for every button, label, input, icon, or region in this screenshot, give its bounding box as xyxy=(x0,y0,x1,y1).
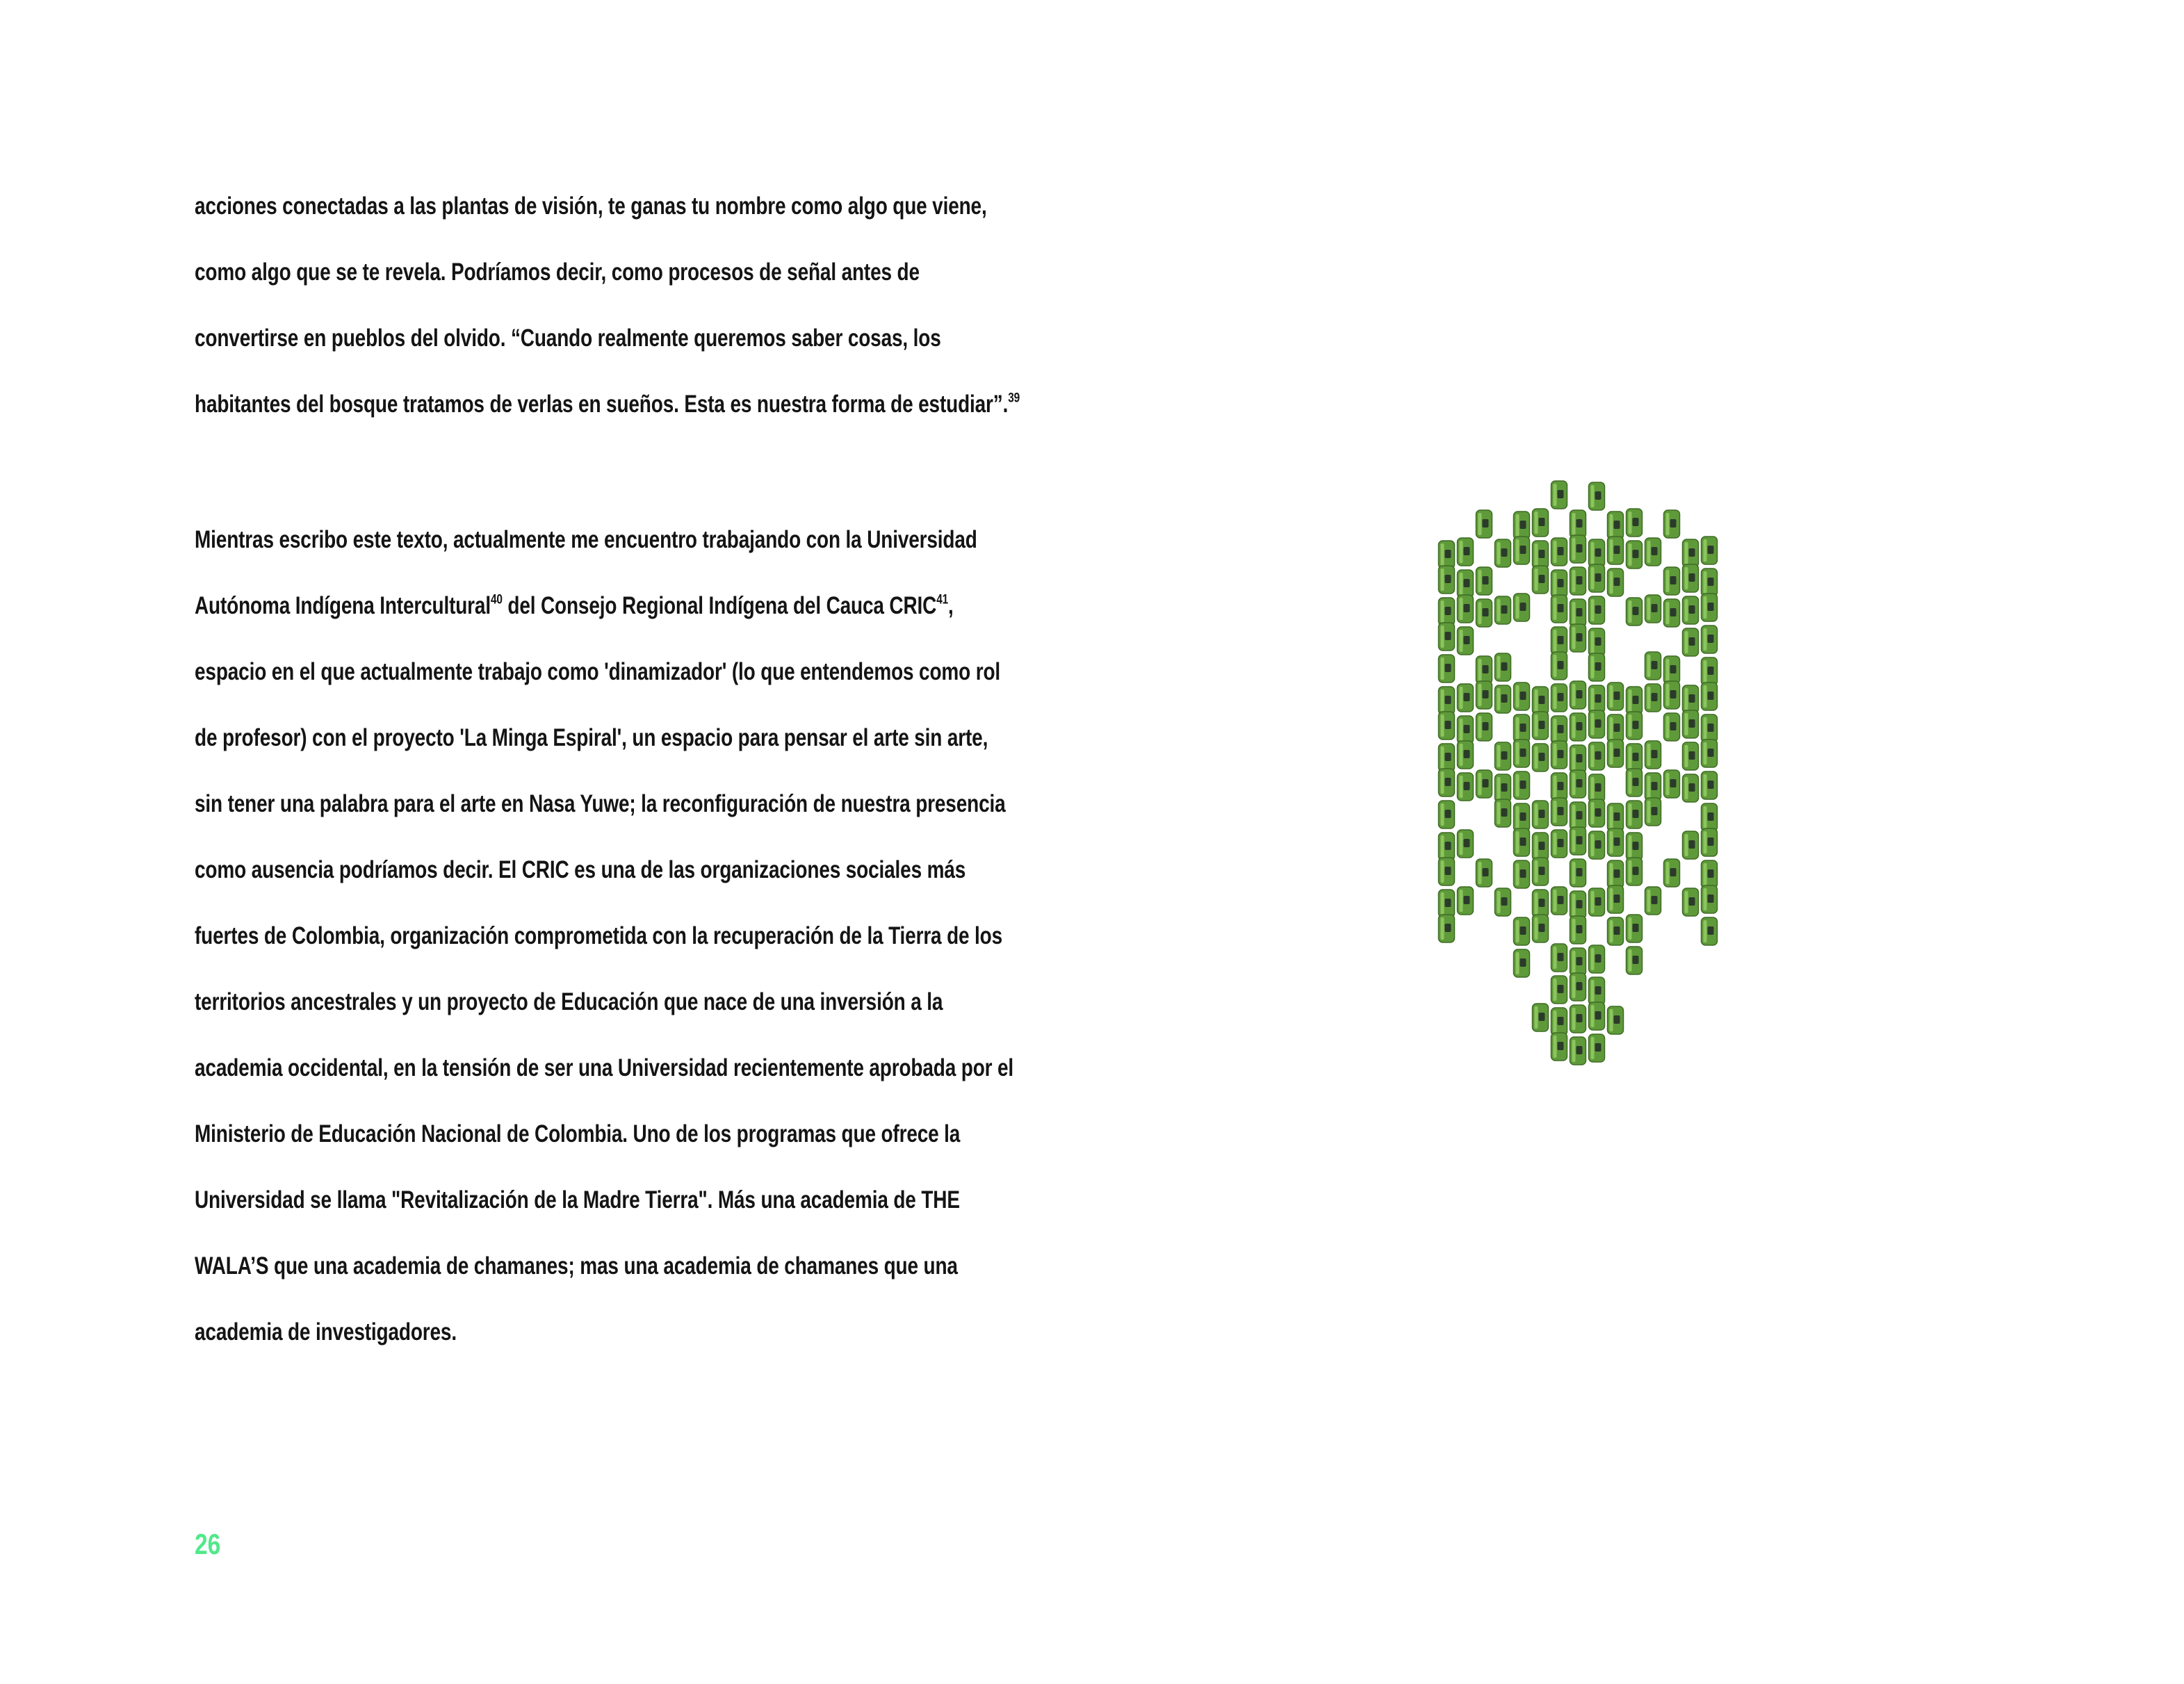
green-can xyxy=(1702,860,1718,888)
green-can xyxy=(1608,860,1624,888)
paragraph-2-line xyxy=(195,789,1006,819)
green-can xyxy=(1645,773,1661,801)
green-can xyxy=(1514,594,1530,621)
green-can xyxy=(1683,710,1699,738)
line-text: WALA’S que una academia de chamanes; mas una academia de chamanes que una xyxy=(195,1252,958,1280)
green-can xyxy=(1476,599,1492,627)
green-can xyxy=(1514,512,1530,539)
green-can xyxy=(1589,482,1605,510)
line-text: Universidad se llama "Revitalización de la Madre Tierra". Más una academia de THE xyxy=(195,1186,960,1213)
green-can xyxy=(1702,537,1718,564)
footnote-marker[interactable]: 39 xyxy=(1008,391,1020,406)
green-can xyxy=(1551,627,1567,655)
green-can xyxy=(1570,827,1586,855)
green-can xyxy=(1514,771,1530,799)
green-can xyxy=(1702,828,1718,856)
green-can xyxy=(1551,798,1567,826)
green-can xyxy=(1570,802,1586,830)
line-text: academia occidental, en la tensión de ser una Universidad recientemente aprobada por el xyxy=(195,1054,1014,1081)
green-can xyxy=(1514,714,1530,742)
green-can xyxy=(1589,628,1605,656)
green-can xyxy=(1495,685,1511,713)
green-can xyxy=(1702,803,1718,831)
line-text: sin tener una palabra para el arte en Nasa Yuwe; la reconfiguración de nuestra presencia xyxy=(195,790,1006,817)
green-can xyxy=(1551,1033,1567,1061)
footnote-marker[interactable]: 41 xyxy=(936,592,949,607)
green-can xyxy=(1551,944,1567,972)
green-can xyxy=(1627,598,1643,626)
green-can xyxy=(1664,567,1680,595)
paragraph-2-line xyxy=(195,723,988,753)
green-can xyxy=(1439,566,1455,594)
green-can xyxy=(1439,655,1455,682)
green-can xyxy=(1570,770,1586,798)
green-can xyxy=(1702,771,1718,799)
green-can xyxy=(1702,569,1718,596)
green-can xyxy=(1702,626,1718,653)
green-can xyxy=(1589,945,1605,973)
green-can xyxy=(1645,741,1661,769)
green-can xyxy=(1683,742,1699,770)
green-can xyxy=(1570,859,1586,887)
green-can xyxy=(1589,799,1605,827)
green-can xyxy=(1439,915,1455,942)
line-text: como ausencia podríamos decir. El CRIC es una de las organizaciones sociales más xyxy=(195,856,966,883)
green-can xyxy=(1551,481,1567,509)
green-can xyxy=(1439,858,1455,885)
green-can xyxy=(1551,887,1567,915)
green-can xyxy=(1551,1008,1567,1036)
green-can xyxy=(1570,681,1586,709)
green-can xyxy=(1570,510,1586,538)
green-can xyxy=(1664,681,1680,709)
green-can xyxy=(1551,595,1567,623)
green-can xyxy=(1570,1005,1586,1033)
green-can xyxy=(1514,949,1530,977)
green-can xyxy=(1533,858,1549,885)
green-can xyxy=(1458,716,1474,744)
green-can xyxy=(1683,888,1699,916)
line-text: del Consejo Regional Indígena del Cauca CRIC xyxy=(502,592,937,619)
green-can xyxy=(1664,770,1680,798)
green-can xyxy=(1476,681,1492,709)
paragraph-2-line xyxy=(195,591,954,621)
green-can xyxy=(1683,628,1699,656)
line-text: como algo que se te revela. Podríamos decir, como procesos de señal antes de xyxy=(195,259,920,286)
green-can xyxy=(1589,539,1605,567)
green-can xyxy=(1551,773,1567,801)
line-text: espacio en el que actualmente trabajo como 'dinamizador' (lo que entendemos como rol xyxy=(195,658,1001,685)
green-can xyxy=(1570,713,1586,741)
green-can xyxy=(1570,745,1586,773)
green-can xyxy=(1645,652,1661,680)
green-can xyxy=(1664,656,1680,684)
paragraph-2-line xyxy=(195,921,1002,951)
green-can xyxy=(1533,915,1549,942)
green-can xyxy=(1514,803,1530,831)
green-can xyxy=(1608,828,1624,856)
green-can xyxy=(1589,564,1605,592)
green-can xyxy=(1702,739,1718,767)
line-text: de profesor) con el proyecto 'La Minga Espiral', un espacio para pensar el arte sin arte, xyxy=(195,724,988,751)
green-can xyxy=(1608,885,1624,913)
green-can xyxy=(1495,742,1511,770)
green-can xyxy=(1627,858,1643,885)
green-can xyxy=(1683,685,1699,713)
green-can xyxy=(1439,712,1455,739)
green-can xyxy=(1589,710,1605,738)
green-can xyxy=(1608,917,1624,945)
green-can xyxy=(1702,594,1718,621)
green-can xyxy=(1439,801,1455,828)
green-can xyxy=(1514,537,1530,564)
green-can xyxy=(1608,803,1624,831)
green-can xyxy=(1570,599,1586,627)
green-can xyxy=(1551,538,1567,566)
green-can xyxy=(1533,687,1549,714)
green-can xyxy=(1702,885,1718,913)
green-can xyxy=(1627,541,1643,569)
green-can xyxy=(1495,888,1511,916)
green-can xyxy=(1533,890,1549,917)
green-can xyxy=(1570,973,1586,1001)
paragraph-2-line xyxy=(195,1119,960,1150)
green-can xyxy=(1608,537,1624,564)
green-can xyxy=(1476,770,1492,798)
green-can xyxy=(1439,769,1455,796)
green-can xyxy=(1551,741,1567,769)
green-can xyxy=(1439,687,1455,714)
green-can xyxy=(1589,742,1605,770)
line-text: academia de investigadores. xyxy=(195,1318,457,1346)
green-can xyxy=(1702,917,1718,945)
green-can xyxy=(1439,890,1455,917)
green-can xyxy=(1570,916,1586,944)
paragraph-2-line xyxy=(195,1185,960,1216)
green-can xyxy=(1533,541,1549,569)
paragraph-2-line xyxy=(195,855,965,885)
green-can xyxy=(1589,977,1605,1005)
green-can xyxy=(1608,512,1624,539)
can-mask-figure xyxy=(1425,473,1731,1084)
green-can xyxy=(1458,830,1474,858)
paragraph-2-line xyxy=(195,987,943,1017)
paragraph-1-line xyxy=(195,323,941,354)
green-can xyxy=(1551,570,1567,598)
green-can xyxy=(1514,860,1530,888)
green-can xyxy=(1608,739,1624,767)
green-can xyxy=(1683,539,1699,567)
artwork-image xyxy=(1425,473,1731,1084)
paragraph-1-line xyxy=(195,389,1020,420)
green-can xyxy=(1533,801,1549,828)
green-can xyxy=(1439,541,1455,569)
green-can xyxy=(1476,656,1492,684)
green-can xyxy=(1495,799,1511,827)
line-text: Mientras escribo este texto, actualmente me encuentro trabajando con la Universidad xyxy=(195,526,977,553)
paragraph-2-line xyxy=(195,1317,457,1348)
green-can xyxy=(1495,774,1511,802)
green-can xyxy=(1627,509,1643,537)
green-can xyxy=(1570,624,1586,652)
green-can xyxy=(1439,744,1455,771)
green-can xyxy=(1458,773,1474,801)
green-can xyxy=(1551,830,1567,858)
green-can xyxy=(1702,682,1718,710)
green-can xyxy=(1551,652,1567,680)
green-can xyxy=(1458,538,1474,566)
green-can xyxy=(1608,1006,1624,1034)
green-can xyxy=(1439,623,1455,651)
green-can xyxy=(1495,596,1511,624)
green-can xyxy=(1627,687,1643,714)
green-can xyxy=(1683,564,1699,592)
green-can xyxy=(1683,596,1699,624)
green-can xyxy=(1627,712,1643,739)
green-can xyxy=(1514,682,1530,710)
page-number: 26 xyxy=(195,1528,221,1560)
green-can xyxy=(1533,833,1549,860)
green-can xyxy=(1627,947,1643,974)
green-can xyxy=(1476,859,1492,887)
green-can xyxy=(1608,682,1624,710)
green-can xyxy=(1645,595,1661,623)
green-can xyxy=(1458,627,1474,655)
green-can xyxy=(1589,596,1605,624)
green-can xyxy=(1533,509,1549,537)
line-text: territorios ancestrales y un proyecto de Educación que nace de una inversión a la xyxy=(195,988,943,1015)
green-can xyxy=(1608,714,1624,742)
green-can xyxy=(1702,657,1718,685)
green-can xyxy=(1533,712,1549,739)
green-can xyxy=(1664,859,1680,887)
green-can xyxy=(1608,569,1624,596)
green-can xyxy=(1589,685,1605,713)
green-can xyxy=(1589,888,1605,916)
green-can xyxy=(1533,744,1549,771)
green-can xyxy=(1458,684,1474,712)
green-can xyxy=(1645,887,1661,915)
green-can xyxy=(1683,831,1699,859)
green-can xyxy=(1458,595,1474,623)
green-can xyxy=(1570,1037,1586,1065)
green-can xyxy=(1514,739,1530,767)
line-text: fuertes de Colombia, organización comprometida con la recuperación de la Tierra de los xyxy=(195,922,1003,949)
green-can xyxy=(1476,510,1492,538)
green-can xyxy=(1514,917,1530,945)
green-can xyxy=(1589,831,1605,859)
green-can xyxy=(1551,684,1567,712)
green-can xyxy=(1570,567,1586,595)
green-can xyxy=(1570,948,1586,976)
paragraph-2-line xyxy=(195,1053,1013,1084)
green-can xyxy=(1589,1002,1605,1030)
green-can xyxy=(1664,510,1680,538)
green-can xyxy=(1645,798,1661,826)
paragraph-1-line xyxy=(195,257,920,288)
green-can xyxy=(1645,684,1661,712)
line-text: habitantes del bosque tratamos de verlas en sueños. Esta es nuestra forma de estudiar”. xyxy=(195,391,1009,418)
green-can xyxy=(1645,538,1661,566)
green-can xyxy=(1551,976,1567,1004)
line-text: convertirse en pueblos del olvido. “Cuando realmente queremos saber cosas, los xyxy=(195,325,941,352)
green-can xyxy=(1589,1034,1605,1062)
green-can xyxy=(1683,774,1699,802)
green-can xyxy=(1627,915,1643,942)
green-can xyxy=(1589,774,1605,802)
paragraph-2-line xyxy=(195,525,977,555)
green-can xyxy=(1664,713,1680,741)
line-text: acciones conectadas a las plantas de visión, te ganas tu nombre como algo que viene, xyxy=(195,193,987,220)
footnote-marker[interactable]: 40 xyxy=(490,592,503,607)
line-text: , xyxy=(948,592,954,619)
green-can xyxy=(1439,598,1455,626)
paragraph-2-line xyxy=(195,1251,958,1282)
green-can xyxy=(1495,653,1511,681)
green-can xyxy=(1476,713,1492,741)
green-can xyxy=(1702,714,1718,742)
green-can xyxy=(1458,570,1474,598)
green-can xyxy=(1514,828,1530,856)
green-can xyxy=(1627,801,1643,828)
green-can xyxy=(1627,833,1643,860)
green-can xyxy=(1533,566,1549,594)
green-can xyxy=(1627,769,1643,796)
green-can xyxy=(1533,1004,1549,1031)
green-can xyxy=(1458,887,1474,915)
paragraph-1-line xyxy=(195,191,987,222)
green-can xyxy=(1627,744,1643,771)
green-can xyxy=(1589,653,1605,681)
green-can xyxy=(1570,891,1586,919)
line-text: Autónoma Indígena Intercultural xyxy=(195,592,491,619)
green-can xyxy=(1439,833,1455,860)
green-can xyxy=(1570,535,1586,563)
green-can xyxy=(1551,716,1567,744)
line-text: Ministerio de Educación Nacional de Colombia. Uno de los programas que ofrece la xyxy=(195,1120,961,1147)
green-can xyxy=(1458,741,1474,769)
green-can xyxy=(1495,539,1511,567)
green-can xyxy=(1664,599,1680,627)
paragraph-2-line xyxy=(195,657,1000,687)
green-can xyxy=(1476,567,1492,595)
